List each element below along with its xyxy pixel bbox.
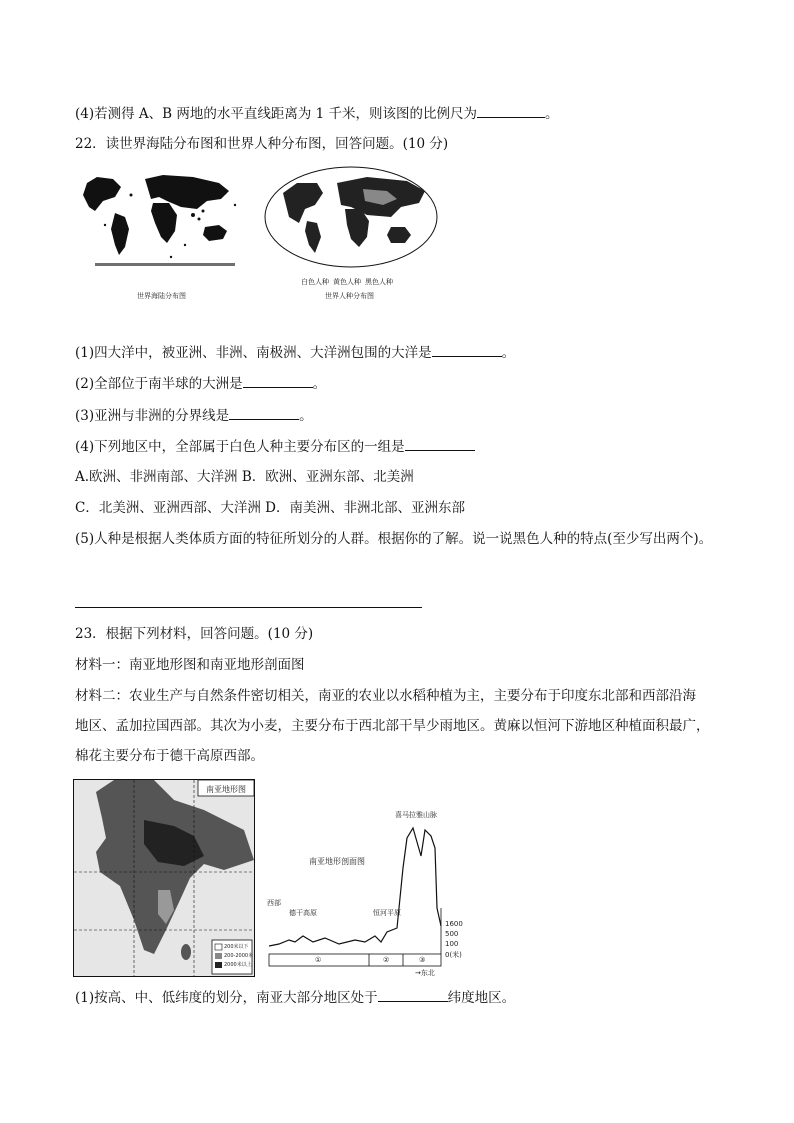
- legend-white: 白色人种: [301, 278, 329, 286]
- legend-black: 黑色人种: [365, 278, 393, 286]
- fig1-caption: 世界海陆分布图: [137, 292, 186, 300]
- south-asia-map: [73, 779, 255, 977]
- profile-tick-0: 0(米): [445, 951, 462, 959]
- map-legend: [224, 943, 253, 970]
- map-title: 南亚地形图: [206, 785, 246, 794]
- q22-part3-text: (3)亚洲与非洲的分界线是: [75, 408, 230, 424]
- q22-options-cd: C．北美洲、亚洲西部、大洋洲 D．南美洲、非洲北部、亚洲东部: [75, 500, 465, 516]
- q22-part5: (5)人种是根据人类体质方面的特征所划分的人群。根据你的了解。说一说黑色人种的特点(至少写出两个)。: [75, 531, 713, 547]
- profile-zone-2: ②: [383, 956, 390, 964]
- world-race-map: [263, 165, 440, 300]
- q22-part2: [75, 373, 326, 394]
- q22-part2-end: 。: [312, 376, 327, 392]
- q22-part3: [75, 405, 313, 426]
- answer-blank[interactable]: [229, 405, 299, 420]
- q22-part3-end: 。: [299, 408, 313, 424]
- answer-line[interactable]: [75, 607, 422, 608]
- q23-material2-line1: 材料二：农业生产与自然条件密切相关，南亚的农业以水稻种植为主，主要分布于印度东北部和西部沿海: [75, 688, 696, 704]
- legend-low: 200米以下: [224, 944, 249, 950]
- answer-blank[interactable]: [243, 373, 313, 388]
- fig2-caption: 世界人种分布图: [325, 292, 374, 300]
- q21-part4-end: 。: [545, 106, 559, 122]
- q22-part1-text: (1)四大洋中，被亚洲、非洲、南极洲、大洋洲包围的大洋是: [75, 345, 432, 361]
- q23-part1-end: 纬度地区。: [447, 990, 516, 1006]
- profile-tick-100: 100: [445, 940, 459, 948]
- profile-tick-1600: 1600: [445, 920, 463, 928]
- q22-part2-text: (2)全部位于南半球的大洲是: [75, 376, 243, 392]
- profile-peak: 喜马拉雅山脉: [395, 811, 437, 819]
- world-race-map-image: [263, 165, 440, 277]
- fig2-legend: [301, 277, 393, 287]
- answer-blank[interactable]: [477, 103, 545, 118]
- profile-east: →东北: [415, 969, 435, 977]
- legend-yellow: 黄色人种: [333, 278, 361, 286]
- profile-west: 西部: [267, 899, 281, 907]
- legend-mid: 200-2000米: [224, 953, 254, 959]
- answer-blank[interactable]: [378, 987, 448, 1002]
- q22-part4: [75, 436, 475, 457]
- q23-part1-text: (1)按高、中、低纬度的划分，南亚大部分地区处于: [75, 990, 378, 1006]
- profile-title: 南亚地形剖面图: [309, 857, 365, 866]
- q22-part4-text: (4)下列地区中，全部属于白色人种主要分布区的一组是: [75, 439, 405, 455]
- profile-tick-500: 500: [445, 930, 459, 938]
- q22-options-ab: A.欧洲、非洲南部、大洋洲 B．欧洲、亚洲东部、北美洲: [75, 469, 414, 485]
- q23-material2-line2: 地区、孟加拉国西部。其次为小麦，主要分布于西北部干旱少雨地区。黄麻以恒河下游地区种植面积最广，: [75, 718, 710, 734]
- q23-part1: [75, 987, 515, 1008]
- answer-blank[interactable]: [432, 342, 502, 357]
- q21-part4: [75, 103, 559, 124]
- q22-part1: [75, 342, 515, 363]
- answer-blank[interactable]: [405, 436, 475, 451]
- profile-zone-1: ①: [315, 956, 322, 964]
- profile-plain: 恒河平原: [373, 909, 401, 917]
- profile-zone-3: ③: [419, 956, 426, 964]
- q23-material2-line3: 棉花主要分布于德干高原西部。: [75, 748, 264, 764]
- world-land-sea-map-image: [75, 165, 253, 277]
- q22-title: 22．读世界海陆分布图和世界人种分布图，回答问题。(10 分): [75, 136, 449, 152]
- profile-plateau: 德干高原: [289, 909, 317, 917]
- q21-part4-text: (4)若测得 A、B 两地的水平直线距离为 1 千米，则该图的比例尺为: [75, 106, 478, 122]
- q23-title: 23．根据下列材料，回答问题。(10 分): [75, 626, 314, 642]
- legend-high: 2000米以上: [224, 962, 252, 968]
- south-asia-profile: [265, 808, 463, 980]
- profile-image: [265, 808, 463, 980]
- q23-material1: 材料一：南亚地形图和南亚地形剖面图: [75, 657, 305, 673]
- q22-part1-end: 。: [501, 345, 516, 361]
- world-land-sea-map: [75, 165, 253, 300]
